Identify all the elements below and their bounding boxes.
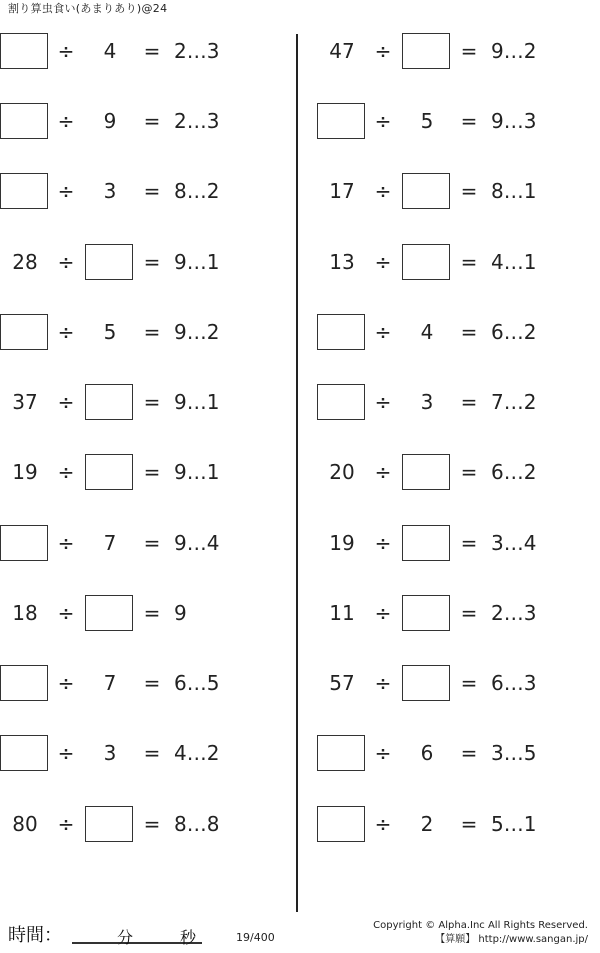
quotient-remainder: 5…1 xyxy=(491,812,537,836)
divide-sign: ÷ xyxy=(57,390,75,414)
quotient-remainder: 6…2 xyxy=(491,460,537,484)
divisor-slot xyxy=(402,384,452,420)
problem-row xyxy=(0,665,290,701)
problem-row xyxy=(0,735,290,771)
divide-sign: ÷ xyxy=(57,460,75,484)
dividend-slot xyxy=(0,454,50,490)
equals-sign: = xyxy=(143,109,161,133)
equals-sign: = xyxy=(460,109,478,133)
divisor-slot xyxy=(402,103,452,139)
divide-sign: ÷ xyxy=(57,250,75,274)
divide-sign: ÷ xyxy=(374,250,392,274)
answer-box[interactable] xyxy=(317,384,365,420)
dividend-slot xyxy=(317,454,367,490)
divisor-value: 5 xyxy=(103,320,117,344)
divisor-slot[interactable] xyxy=(402,33,452,69)
divisor-value: 3 xyxy=(103,179,117,203)
quotient-remainder: 6…2 xyxy=(491,320,537,344)
dividend-slot[interactable] xyxy=(0,173,50,209)
equals-sign: = xyxy=(460,671,478,695)
equals-sign: = xyxy=(460,179,478,203)
site-text: 【算願】 http://www.sangan.jp/ xyxy=(435,934,588,945)
divide-sign: ÷ xyxy=(374,390,392,414)
dividend-value: 47 xyxy=(329,39,355,63)
quotient-remainder: 9…1 xyxy=(174,460,220,484)
answer-box[interactable] xyxy=(402,33,450,69)
divide-sign: ÷ xyxy=(57,109,75,133)
divide-sign: ÷ xyxy=(374,671,392,695)
dividend-slot xyxy=(317,173,367,209)
problem-row xyxy=(317,384,600,420)
quotient-remainder: 9…1 xyxy=(174,390,220,414)
problem-row xyxy=(317,735,600,771)
divisor-slot xyxy=(402,314,452,350)
problem-row xyxy=(317,806,600,842)
quotient-remainder: 9…2 xyxy=(491,39,537,63)
quotient-remainder: 8…1 xyxy=(491,179,537,203)
divisor-slot[interactable] xyxy=(85,806,135,842)
quotient-remainder: 2…3 xyxy=(491,601,537,625)
quotient-remainder: 4…2 xyxy=(174,741,220,765)
divide-sign: ÷ xyxy=(374,179,392,203)
divide-sign: ÷ xyxy=(374,601,392,625)
quotient-remainder: 7…2 xyxy=(491,390,537,414)
dividend-slot[interactable] xyxy=(317,735,367,771)
answer-box[interactable] xyxy=(85,384,133,420)
quotient-remainder: 8…2 xyxy=(174,179,220,203)
problem-row xyxy=(317,454,600,490)
divide-sign: ÷ xyxy=(57,601,75,625)
dividend-value: 80 xyxy=(12,812,38,836)
equals-sign: = xyxy=(460,601,478,625)
divide-sign: ÷ xyxy=(57,39,75,63)
answer-box[interactable] xyxy=(0,665,48,701)
seconds-label: 秒 xyxy=(180,928,197,947)
divisor-slot xyxy=(85,735,135,771)
divide-sign: ÷ xyxy=(374,531,392,555)
divisor-slot xyxy=(85,173,135,209)
dividend-slot[interactable] xyxy=(317,314,367,350)
divide-sign: ÷ xyxy=(374,812,392,836)
equals-sign: = xyxy=(143,671,161,695)
divisor-value: 7 xyxy=(103,531,117,555)
quotient-remainder: 9…3 xyxy=(491,109,537,133)
quotient-remainder: 9…4 xyxy=(174,531,220,555)
answer-box[interactable] xyxy=(85,806,133,842)
dividend-value: 37 xyxy=(12,390,38,414)
equals-sign: = xyxy=(143,390,161,414)
time-label: 時間： xyxy=(8,925,62,946)
answer-box[interactable] xyxy=(317,806,365,842)
equals-sign: = xyxy=(143,179,161,203)
answer-box[interactable] xyxy=(0,735,48,771)
problem-row xyxy=(0,103,290,139)
dividend-slot[interactable] xyxy=(0,103,50,139)
answer-box[interactable] xyxy=(402,595,450,631)
problem-row xyxy=(317,665,600,701)
quotient-remainder: 3…4 xyxy=(491,531,537,555)
dividend-slot[interactable] xyxy=(0,33,50,69)
equals-sign: = xyxy=(460,250,478,274)
problem-row xyxy=(317,103,600,139)
divisor-value: 7 xyxy=(103,671,117,695)
answer-box[interactable] xyxy=(402,525,450,561)
dividend-slot[interactable] xyxy=(317,806,367,842)
problem-row xyxy=(317,33,600,69)
problem-row xyxy=(317,595,600,631)
divisor-slot[interactable] xyxy=(85,595,135,631)
answer-box[interactable] xyxy=(402,665,450,701)
answer-box[interactable] xyxy=(0,525,48,561)
minutes-label: 分 xyxy=(117,928,134,947)
dividend-slot xyxy=(317,244,367,280)
equals-sign: = xyxy=(143,531,161,555)
dividend-slot[interactable] xyxy=(0,665,50,701)
dividend-value: 13 xyxy=(329,250,355,274)
quotient-remainder: 6…5 xyxy=(174,671,220,695)
dividend-value: 19 xyxy=(12,460,38,484)
divisor-value: 5 xyxy=(420,109,434,133)
dividend-slot xyxy=(0,384,50,420)
problem-row xyxy=(0,454,290,490)
dividend-slot xyxy=(0,244,50,280)
divisor-slot xyxy=(85,665,135,701)
answer-box[interactable] xyxy=(85,595,133,631)
divide-sign: ÷ xyxy=(374,320,392,344)
problem-row xyxy=(0,314,290,350)
quotient-remainder: 9 xyxy=(174,601,187,625)
answer-box[interactable] xyxy=(317,735,365,771)
problem-row xyxy=(0,806,290,842)
problem-row xyxy=(0,33,290,69)
dividend-slot[interactable] xyxy=(317,384,367,420)
divisor-value: 3 xyxy=(420,390,434,414)
answer-box[interactable] xyxy=(402,454,450,490)
dividend-slot[interactable] xyxy=(0,314,50,350)
answer-box[interactable] xyxy=(0,33,48,69)
answer-box[interactable] xyxy=(402,244,450,280)
quotient-remainder: 8…8 xyxy=(174,812,220,836)
equals-sign: = xyxy=(460,741,478,765)
equals-sign: = xyxy=(460,812,478,836)
problem-row xyxy=(317,173,600,209)
divide-sign: ÷ xyxy=(57,531,75,555)
answer-box[interactable] xyxy=(0,314,48,350)
divisor-value: 9 xyxy=(103,109,117,133)
equals-sign: = xyxy=(143,250,161,274)
divide-sign: ÷ xyxy=(57,320,75,344)
problem-row xyxy=(0,595,290,631)
dividend-value: 11 xyxy=(329,601,355,625)
equals-sign: = xyxy=(143,320,161,344)
divide-sign: ÷ xyxy=(57,179,75,203)
divisor-slot[interactable] xyxy=(402,454,452,490)
dividend-slot xyxy=(0,806,50,842)
copyright-block xyxy=(373,919,588,947)
equals-sign: = xyxy=(460,39,478,63)
quotient-remainder: 3…5 xyxy=(491,741,537,765)
problem-row xyxy=(0,525,290,561)
divisor-value: 4 xyxy=(420,320,434,344)
divisor-slot xyxy=(85,103,135,139)
problem-row xyxy=(0,173,290,209)
divide-sign: ÷ xyxy=(374,460,392,484)
quotient-remainder: 2…3 xyxy=(174,39,220,63)
divisor-slot[interactable] xyxy=(402,595,452,631)
divide-sign: ÷ xyxy=(57,671,75,695)
dividend-value: 57 xyxy=(329,671,355,695)
quotient-remainder: 4…1 xyxy=(491,250,537,274)
equals-sign: = xyxy=(143,812,161,836)
equals-sign: = xyxy=(143,741,161,765)
divisor-slot[interactable] xyxy=(402,665,452,701)
dividend-slot[interactable] xyxy=(0,735,50,771)
problem-row xyxy=(317,244,600,280)
divisor-slot[interactable] xyxy=(402,173,452,209)
copyright-text: Copyright © Alpha.Inc All Rights Reserved. xyxy=(373,920,588,931)
equals-sign: = xyxy=(143,39,161,63)
dividend-slot xyxy=(317,525,367,561)
dividend-slot xyxy=(0,595,50,631)
page-number: 19/400 xyxy=(236,931,275,944)
problem-row xyxy=(0,244,290,280)
equals-sign: = xyxy=(143,460,161,484)
problem-row xyxy=(317,314,600,350)
dividend-slot[interactable] xyxy=(317,103,367,139)
equals-sign: = xyxy=(143,601,161,625)
divisor-value: 3 xyxy=(103,741,117,765)
divisor-slot xyxy=(85,525,135,561)
answer-box[interactable] xyxy=(402,173,450,209)
divisor-slot[interactable] xyxy=(85,454,135,490)
equals-sign: = xyxy=(460,390,478,414)
divisor-value: 4 xyxy=(103,39,117,63)
dividend-value: 17 xyxy=(329,179,355,203)
divisor-slot[interactable] xyxy=(402,244,452,280)
equals-sign: = xyxy=(460,531,478,555)
divide-sign: ÷ xyxy=(374,109,392,133)
answer-box[interactable] xyxy=(0,173,48,209)
answer-box[interactable] xyxy=(317,314,365,350)
quotient-remainder: 9…2 xyxy=(174,320,220,344)
divide-sign: ÷ xyxy=(57,812,75,836)
answer-box[interactable] xyxy=(317,103,365,139)
problem-row xyxy=(317,525,600,561)
quotient-remainder: 9…1 xyxy=(174,250,220,274)
divide-sign: ÷ xyxy=(374,39,392,63)
divisor-slot[interactable] xyxy=(85,384,135,420)
equals-sign: = xyxy=(460,460,478,484)
divisor-slot xyxy=(402,806,452,842)
divisor-slot xyxy=(85,314,135,350)
answer-box[interactable] xyxy=(85,244,133,280)
dividend-value: 20 xyxy=(329,460,355,484)
divisor-value: 6 xyxy=(420,741,434,765)
answer-box[interactable] xyxy=(85,454,133,490)
dividend-value: 18 xyxy=(12,601,38,625)
worksheet-title: 割り算虫食い(あまりあり)@24 xyxy=(8,2,168,15)
divisor-slot[interactable] xyxy=(402,525,452,561)
dividend-slot xyxy=(317,33,367,69)
divide-sign: ÷ xyxy=(374,741,392,765)
dividend-slot xyxy=(317,595,367,631)
divisor-slot[interactable] xyxy=(85,244,135,280)
divide-sign: ÷ xyxy=(57,741,75,765)
divisor-value: 2 xyxy=(420,812,434,836)
dividend-value: 28 xyxy=(12,250,38,274)
problem-row xyxy=(0,384,290,420)
dividend-slot xyxy=(317,665,367,701)
column-divider xyxy=(296,34,298,912)
divisor-slot xyxy=(402,735,452,771)
dividend-slot[interactable] xyxy=(0,525,50,561)
dividend-value: 19 xyxy=(329,531,355,555)
quotient-remainder: 2…3 xyxy=(174,109,220,133)
answer-box[interactable] xyxy=(0,103,48,139)
equals-sign: = xyxy=(460,320,478,344)
divisor-slot xyxy=(85,33,135,69)
quotient-remainder: 6…3 xyxy=(491,671,537,695)
